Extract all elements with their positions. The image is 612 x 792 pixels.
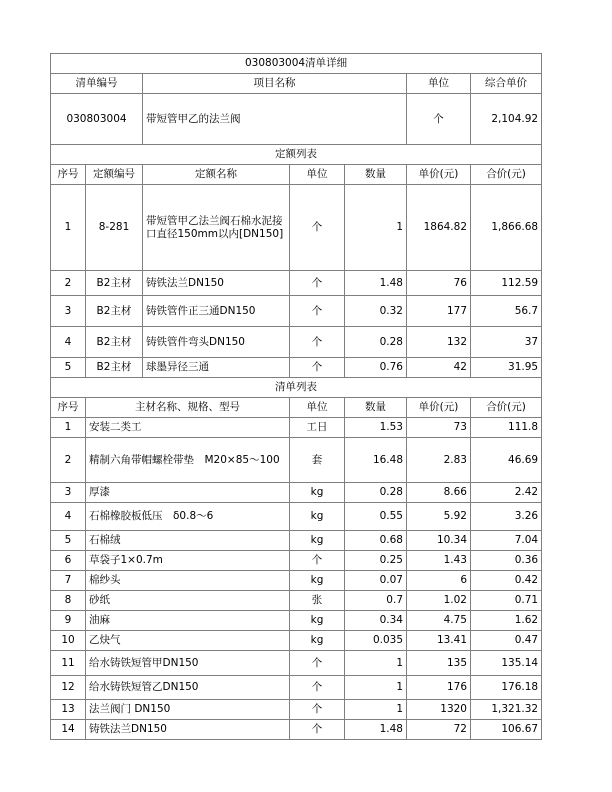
- list-row-total: 1,321.32: [471, 700, 542, 720]
- list-row-no: 11: [51, 651, 86, 676]
- header-value-row: [51, 94, 542, 145]
- list-row-total: 7.04: [471, 531, 542, 551]
- quota-name-header: 定额名称: [143, 165, 290, 185]
- list-row: [51, 531, 542, 551]
- list-row-price: 1.02: [407, 591, 471, 611]
- quota-row: [51, 296, 542, 327]
- list-row-price: 1.43: [407, 551, 471, 571]
- quota-row-no: 5: [51, 358, 86, 378]
- list-row-price: 4.75: [407, 611, 471, 631]
- list-row-name: 给水铸铁短管甲DN150: [86, 651, 290, 676]
- quota-price-header: 单价(元): [407, 165, 471, 185]
- table-body: [51, 54, 542, 740]
- list-row-name: 棉纱头: [86, 571, 290, 591]
- list-row-name: 法兰阀门 DN150: [86, 700, 290, 720]
- list-row-unit: kg: [290, 483, 345, 503]
- list-row-qty: 1: [345, 651, 407, 676]
- list-row-total: 106.67: [471, 720, 542, 740]
- quota-row-total: 112.59: [471, 271, 542, 296]
- quota-row-no: 3: [51, 296, 86, 327]
- quota-row: [51, 358, 542, 378]
- list-row-price: 8.66: [407, 483, 471, 503]
- list-row-unit: kg: [290, 631, 345, 651]
- list-row-unit: 个: [290, 676, 345, 700]
- quota-row-name: 铸铁法兰DN150: [143, 271, 290, 296]
- quota-row-price: 76: [407, 271, 471, 296]
- quota-total-header: 合价(元): [471, 165, 542, 185]
- sheet-title: 030803004清单详细: [51, 54, 542, 74]
- quota-row-unit: 个: [290, 185, 345, 271]
- list-row: [51, 503, 542, 531]
- quota-row-name: 带短管甲乙法兰阀石棉水泥接口直径150mm以内[DN150]: [143, 185, 290, 271]
- list-row-name: 精制六角带帽螺栓带垫 M20×85～100: [86, 438, 290, 483]
- list-row-price: 13.41: [407, 631, 471, 651]
- list-row: [51, 720, 542, 740]
- quota-row-name: 铸铁管件弯头DN150: [143, 327, 290, 358]
- list-row-total: 135.14: [471, 651, 542, 676]
- bill-detail-sheet: [50, 53, 541, 740]
- list-row-unit: 工日: [290, 418, 345, 438]
- list-row-no: 9: [51, 611, 86, 631]
- list-row-price: 73: [407, 418, 471, 438]
- quota-row-unit: 个: [290, 358, 345, 378]
- quota-header-row: [51, 165, 542, 185]
- list-row-name: 石棉橡胶板低压 δ0.8～6: [86, 503, 290, 531]
- list-row-qty: 1.53: [345, 418, 407, 438]
- list-row-total: 0.42: [471, 571, 542, 591]
- list-total-header: 合价(元): [471, 398, 542, 418]
- quota-row-unit: 个: [290, 271, 345, 296]
- quota-code-header: 定额编号: [86, 165, 143, 185]
- list-row-no: 10: [51, 631, 86, 651]
- list-row-name: 乙炔气: [86, 631, 290, 651]
- list-row-name: 草袋子1×0.7m: [86, 551, 290, 571]
- quota-row-unit: 个: [290, 296, 345, 327]
- quota-row: [51, 327, 542, 358]
- header-label-row: [51, 74, 542, 94]
- list-row-name: 石棉绒: [86, 531, 290, 551]
- quota-row-no: 1: [51, 185, 86, 271]
- list-qty-header: 数量: [345, 398, 407, 418]
- list-row-no: 14: [51, 720, 86, 740]
- list-row-no: 12: [51, 676, 86, 700]
- bill-name: 带短管甲乙的法兰阀: [143, 94, 407, 145]
- quota-row-price: 177: [407, 296, 471, 327]
- quota-row-price: 132: [407, 327, 471, 358]
- list-row-qty: 0.68: [345, 531, 407, 551]
- list-row: [51, 571, 542, 591]
- list-row-price: 6: [407, 571, 471, 591]
- list-section-title: 清单列表: [51, 378, 542, 398]
- list-row-unit: 个: [290, 700, 345, 720]
- list-row-name: 厚漆: [86, 483, 290, 503]
- col-code-header: 清单编号: [51, 74, 143, 94]
- list-name-header: 主材名称、规格、型号: [86, 398, 290, 418]
- list-row-name: 给水铸铁短管乙DN150: [86, 676, 290, 700]
- quota-row-price: 42: [407, 358, 471, 378]
- quota-section-title-row: [51, 145, 542, 165]
- list-row: [51, 676, 542, 700]
- quota-row-no: 4: [51, 327, 86, 358]
- quota-row-no: 2: [51, 271, 86, 296]
- list-row-no: 3: [51, 483, 86, 503]
- list-row-qty: 0.28: [345, 483, 407, 503]
- quota-unit-header: 单位: [290, 165, 345, 185]
- list-row-no: 8: [51, 591, 86, 611]
- quota-row-qty: 1: [345, 185, 407, 271]
- list-price-header: 单价(元): [407, 398, 471, 418]
- quota-row-code: B2主材: [86, 271, 143, 296]
- list-row-name: 安装二类工: [86, 418, 290, 438]
- list-row-qty: 0.55: [345, 503, 407, 531]
- list-row-unit: kg: [290, 503, 345, 531]
- list-row-price: 5.92: [407, 503, 471, 531]
- list-row: [51, 631, 542, 651]
- list-row-unit: 张: [290, 591, 345, 611]
- list-row-total: 3.26: [471, 503, 542, 531]
- list-row: [51, 483, 542, 503]
- list-row-total: 2.42: [471, 483, 542, 503]
- col-price-header: 综合单价: [471, 74, 542, 94]
- list-row-price: 176: [407, 676, 471, 700]
- quota-row-total: 37: [471, 327, 542, 358]
- col-name-header: 项目名称: [143, 74, 407, 94]
- quota-no-header: 序号: [51, 165, 86, 185]
- list-row-total: 176.18: [471, 676, 542, 700]
- list-row-qty: 1.48: [345, 720, 407, 740]
- quota-section-title: 定额列表: [51, 145, 542, 165]
- quota-row-code: B2主材: [86, 296, 143, 327]
- list-row-no: 7: [51, 571, 86, 591]
- quota-row-qty: 0.76: [345, 358, 407, 378]
- list-row: [51, 651, 542, 676]
- title-row: [51, 54, 542, 74]
- list-row-unit: 个: [290, 651, 345, 676]
- list-row-total: 1.62: [471, 611, 542, 631]
- list-row-qty: 0.25: [345, 551, 407, 571]
- quota-row-qty: 0.32: [345, 296, 407, 327]
- quota-row-name: 铸铁管件正三通DN150: [143, 296, 290, 327]
- list-row-qty: 1: [345, 700, 407, 720]
- list-row-price: 10.34: [407, 531, 471, 551]
- list-row-name: 砂纸: [86, 591, 290, 611]
- list-row-unit: 个: [290, 551, 345, 571]
- list-row-no: 2: [51, 438, 86, 483]
- list-row-no: 4: [51, 503, 86, 531]
- quota-row: [51, 271, 542, 296]
- quota-row-total: 31.95: [471, 358, 542, 378]
- list-row-total: 0.71: [471, 591, 542, 611]
- list-header-row: [51, 398, 542, 418]
- quota-row-qty: 1.48: [345, 271, 407, 296]
- col-unit-header: 单位: [407, 74, 471, 94]
- quota-qty-header: 数量: [345, 165, 407, 185]
- list-row-unit: 个: [290, 720, 345, 740]
- list-row-qty: 0.34: [345, 611, 407, 631]
- list-row-name: 铸铁法兰DN150: [86, 720, 290, 740]
- list-row-qty: 1: [345, 676, 407, 700]
- list-row-qty: 0.035: [345, 631, 407, 651]
- list-row-qty: 0.07: [345, 571, 407, 591]
- list-row-name: 油麻: [86, 611, 290, 631]
- list-row-price: 1320: [407, 700, 471, 720]
- list-no-header: 序号: [51, 398, 86, 418]
- quota-row-name: 球墨异径三通: [143, 358, 290, 378]
- list-row: [51, 591, 542, 611]
- list-row-unit: kg: [290, 571, 345, 591]
- bill-price: 2,104.92: [471, 94, 542, 145]
- list-row-qty: 0.7: [345, 591, 407, 611]
- list-row-unit: kg: [290, 611, 345, 631]
- list-row-no: 6: [51, 551, 86, 571]
- quota-row-unit: 个: [290, 327, 345, 358]
- list-row-no: 5: [51, 531, 86, 551]
- list-row: [51, 551, 542, 571]
- quota-row-code: B2主材: [86, 327, 143, 358]
- list-row-total: 111.8: [471, 418, 542, 438]
- quota-row-qty: 0.28: [345, 327, 407, 358]
- quota-row-code: B2主材: [86, 358, 143, 378]
- bill-unit: 个: [407, 94, 471, 145]
- list-row: [51, 611, 542, 631]
- list-section-title-row: [51, 378, 542, 398]
- list-row-price: 2.83: [407, 438, 471, 483]
- quota-row-price: 1864.82: [407, 185, 471, 271]
- bill-detail-table: [50, 53, 542, 740]
- list-row: [51, 438, 542, 483]
- list-row-qty: 16.48: [345, 438, 407, 483]
- quota-row-total: 56.7: [471, 296, 542, 327]
- list-row-unit: 套: [290, 438, 345, 483]
- list-row-no: 1: [51, 418, 86, 438]
- quota-row-total: 1,866.68: [471, 185, 542, 271]
- quota-row: [51, 185, 542, 271]
- list-row-total: 0.47: [471, 631, 542, 651]
- quota-row-code: 8-281: [86, 185, 143, 271]
- list-row-total: 0.36: [471, 551, 542, 571]
- list-row: [51, 418, 542, 438]
- list-row-unit: kg: [290, 531, 345, 551]
- list-row-price: 135: [407, 651, 471, 676]
- bill-code: 030803004: [51, 94, 143, 145]
- list-row-price: 72: [407, 720, 471, 740]
- list-row-total: 46.69: [471, 438, 542, 483]
- list-row: [51, 700, 542, 720]
- list-row-no: 13: [51, 700, 86, 720]
- list-unit-header: 单位: [290, 398, 345, 418]
